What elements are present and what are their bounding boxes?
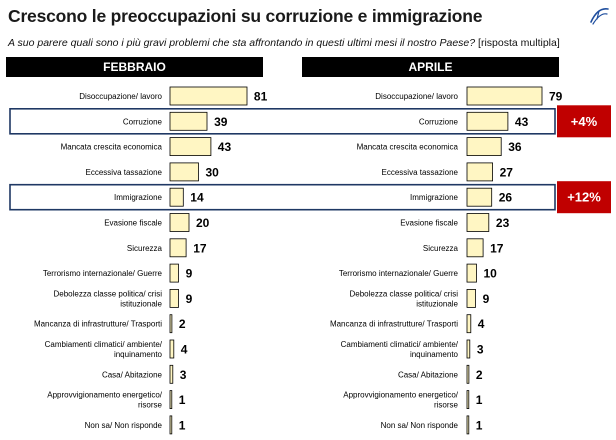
- category-label-line: inquinamento: [113, 350, 162, 359]
- value-label: 1: [178, 393, 186, 408]
- category-label: [343, 391, 459, 410]
- value-label: 17: [490, 241, 504, 256]
- category-label: Eccessiva tassazione: [85, 167, 162, 177]
- value-label: 1: [475, 418, 483, 433]
- category-label-line: istituzionale: [416, 299, 458, 309]
- category-label: Terrorismo internazionale/ Guerre: [338, 269, 458, 279]
- category-label: Corruzione: [418, 117, 458, 127]
- category-label: Disoccupazione/ lavoro: [375, 92, 458, 101]
- value-label: 26: [498, 190, 513, 205]
- bar: [170, 214, 189, 232]
- bar: [170, 365, 173, 383]
- bar: [467, 416, 469, 434]
- bar: [467, 214, 489, 232]
- bar: [467, 87, 542, 105]
- category-label: Sicurezza: [422, 243, 458, 253]
- category-label: Evasione fiscale: [400, 218, 458, 228]
- value-label: 20: [196, 216, 210, 230]
- bar: [170, 188, 183, 206]
- value-label: 3: [476, 342, 484, 357]
- category-label: Disoccupazione/ lavoro: [79, 92, 162, 101]
- category-label: Immigrazione: [113, 193, 162, 203]
- category-label-line: risorse: [433, 400, 458, 410]
- value-label: 17: [193, 241, 207, 256]
- value-label: 9: [185, 266, 193, 281]
- value-label: 30: [205, 165, 219, 180]
- subtitle-question: A suo parere quali sono i più gravi problemi che sta affrontando in questi ultimi mesi il nostro Paese?: [8, 37, 476, 49]
- value-label: 1: [475, 393, 483, 408]
- category-label: Casa/ Abitazione: [397, 370, 458, 380]
- value-label: 14: [190, 190, 204, 205]
- category-label-line: Debolezza classe politica/ crisi: [349, 289, 458, 299]
- category-label: Corruzione: [122, 117, 162, 127]
- category-label: [45, 340, 163, 359]
- category-label: Evasione fiscale: [104, 218, 162, 228]
- category-label-line: Approvvigionamento energetico/: [343, 390, 458, 400]
- value-label: 9: [185, 291, 193, 306]
- category-label: Mancanza di infrastrutture/ Trasporti: [33, 319, 162, 329]
- bar: [170, 315, 172, 333]
- value-label: 4: [477, 317, 485, 332]
- category-label: [47, 391, 163, 410]
- category-label: Non sa/ Non risponde: [84, 420, 162, 430]
- category-label: Mancata crescita economica: [356, 142, 458, 152]
- category-label: Immigrazione: [409, 193, 458, 203]
- bar: [467, 264, 477, 282]
- bar: [467, 188, 492, 206]
- category-label: [54, 289, 163, 308]
- subtitle-note: [risposta multipla]: [478, 37, 560, 49]
- value-label: 2: [475, 367, 483, 382]
- value-label: 81: [253, 89, 268, 104]
- category-label: Non sa/ Non risponde: [380, 420, 458, 430]
- chart-title: Crescono le preoccupazioni su corruzione e immigrazione: [8, 6, 483, 26]
- bar: [170, 239, 186, 257]
- bar: [170, 391, 172, 409]
- value-label: 9: [482, 291, 490, 306]
- category-label-line: Approvvigionamento energetico/: [47, 390, 162, 400]
- category-label: [341, 340, 459, 359]
- value-label: 43: [217, 140, 232, 155]
- category-label: [350, 289, 459, 308]
- value-label: 39: [214, 114, 228, 129]
- bar: [467, 340, 470, 358]
- bar: [467, 315, 471, 333]
- category-label: Sicurezza: [126, 243, 162, 253]
- panel-header-febbraio: FEBBRAIO: [6, 57, 263, 77]
- category-label-line: risorse: [137, 400, 162, 410]
- category-label: Terrorismo internazionale/ Guerre: [42, 269, 162, 279]
- category-label: Mancata crescita economica: [60, 142, 162, 152]
- bar: [467, 365, 469, 383]
- value-label: 3: [179, 367, 187, 382]
- value-label: 1: [178, 418, 186, 433]
- bar: [467, 239, 483, 257]
- value-label: 4: [180, 342, 188, 357]
- bar: [170, 87, 247, 105]
- category-label-line: Cambiamenti climatici/ ambiente/: [340, 340, 458, 349]
- bar: [170, 289, 179, 307]
- value-label: 27: [499, 165, 513, 180]
- value-label: 10: [483, 266, 497, 281]
- bar: [467, 391, 469, 409]
- value-label: 23: [495, 216, 510, 230]
- category-label-line: Debolezza classe politica/ crisi: [53, 289, 162, 299]
- category-label-line: Cambiamenti climatici/ ambiente/: [44, 340, 162, 349]
- category-label: Eccessiva tassazione: [381, 167, 458, 177]
- value-label: 79: [549, 89, 563, 104]
- value-label: 2: [178, 317, 186, 332]
- bar: [170, 112, 207, 130]
- bar: [170, 163, 199, 181]
- panel-header-aprile: APRILE: [302, 57, 559, 77]
- bar: [467, 138, 501, 156]
- value-label: 43: [514, 114, 529, 129]
- category-label: Mancanza di infrastrutture/ Trasporti: [329, 319, 458, 329]
- change-badge-label: +12%: [567, 189, 601, 205]
- bar: [170, 264, 179, 282]
- bar: [170, 340, 174, 358]
- category-label-line: istituzionale: [120, 299, 162, 309]
- bar: [170, 138, 211, 156]
- bar: [170, 416, 172, 434]
- category-label: Casa/ Abitazione: [101, 370, 162, 380]
- bar: [467, 112, 508, 130]
- value-label: 36: [508, 140, 522, 155]
- bar: [467, 163, 493, 181]
- change-badge-label: +4%: [570, 113, 598, 129]
- bar: [467, 289, 476, 307]
- category-label-line: inquinamento: [409, 350, 458, 359]
